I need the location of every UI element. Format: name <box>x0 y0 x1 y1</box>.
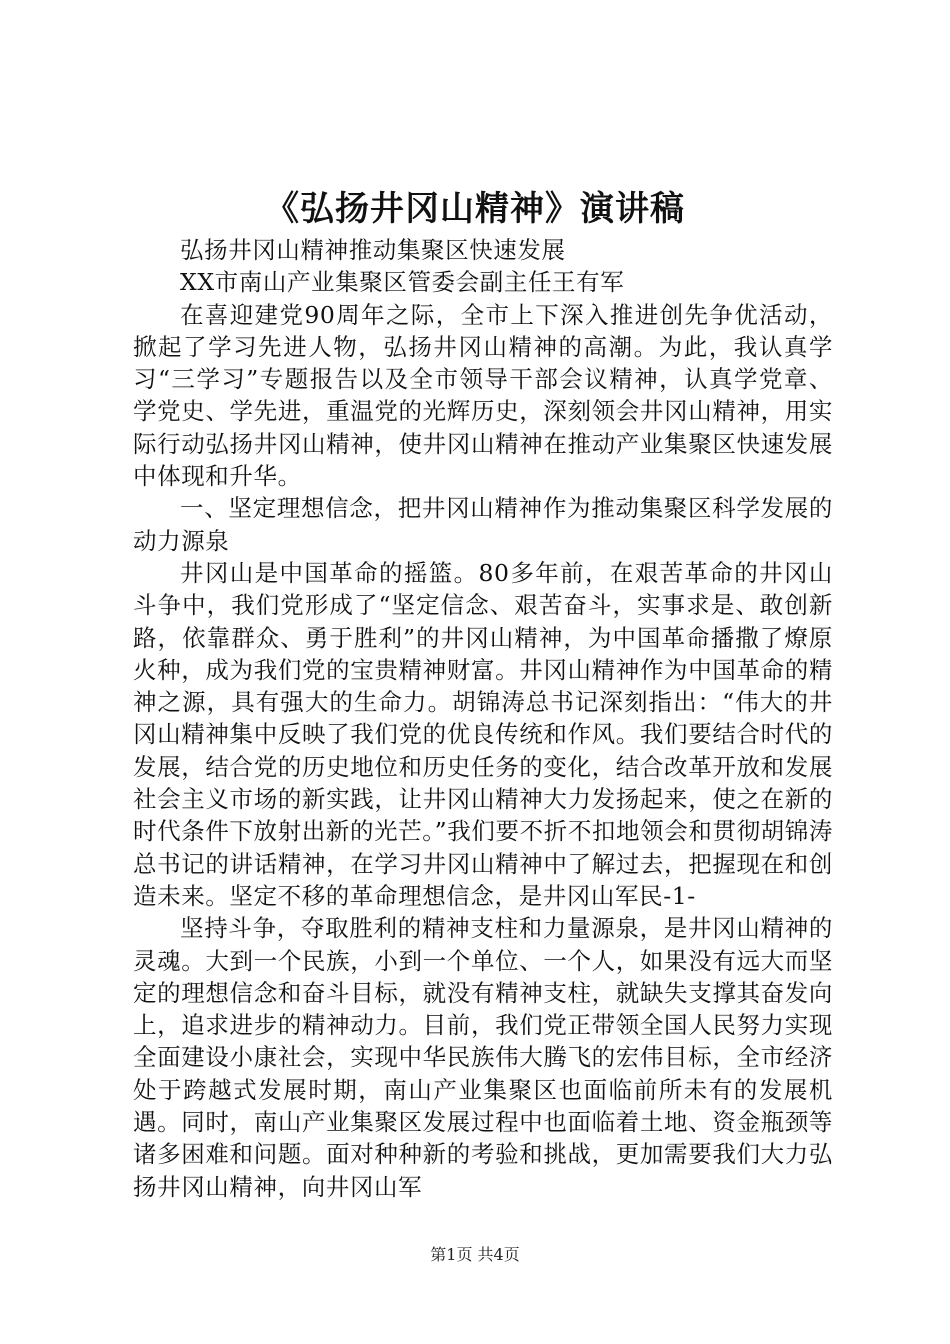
author-line: XX市南山产业集聚区管委会副主任王有军 <box>180 268 625 297</box>
section-heading: 一、坚定理想信念，把井冈山精神作为推动集聚区科学发展的动力源泉 <box>133 494 833 555</box>
body-paragraph: 在喜迎建党90周年之际，全市上下深入推进创先争优活动，掀起了学习先进人物，弘扬井冈山精神的高潮。为此，我认真学习“三学习”专题报告以及全市领导干部会议精神，认真学党章、学党史、学先进，重温党的光辉历史，深刻领会井冈山精神，用实际行动弘扬井冈山精神，使井冈山精神在推动产业集聚区快速发展中体现和升华。 <box>133 300 833 491</box>
body-paragraph: 井冈山是中国革命的摇篮。80多年前，在艰苦革命的井冈山斗争中，我们党形成了“坚定信念、艰苦奋斗，实事求是、敢创新路，依靠群众、勇于胜利”的井冈山精神，为中国革命播撒了燎原火种，成为我们党的宝贵精神财富。井冈山精神作为中国革命的精神之源，具有强大的生命力。胡锦涛总书记深刻指出：“伟大的井冈山精神集中反映了我们党的优良传统和作风。我们要结合时代的发展，结合党的历史地位和历史任务的变化，结合改革开放和发展社会主义市场的新实践，让井冈山精神大力发扬起来，使之在新的时代条件下放射出新的光芒。”我们要不折不扣地领会和贯彻胡锦涛总书记的讲话精神，在学习井冈山精神中了解过去，把握现在和创造未来。坚定不移的革命理想信念，是井冈山军民-1- <box>133 558 833 910</box>
document-title: 《弘扬井冈山精神》演讲稿 <box>265 189 685 229</box>
subtitle-paragraph: 弘扬井冈山精神推动集聚区快速发展 <box>180 236 566 264</box>
body-paragraph: 坚持斗争，夺取胜利的精神支柱和力量源泉，是井冈山精神的灵魂。大到一个民族，小到一个单位、一个人，如果没有远大而坚定的理想信念和奋斗目标，就没有精神支柱，就缺失支撑其奋发向上，追求进步的精神动力。目前，我们党正带领全国人民努力实现全面建设小康社会，实现中华民族伟大腾飞的宏伟目标，全市经济处于跨越式发展时期，南山产业集聚区也面临前所未有的发展机遇。同时，南山产业集聚区发展过程中也面临着土地、资金瓶颈等诸多困难和问题。面对种种新的考验和挑战，更加需要我们大力弘扬井冈山精神，向井冈山军 <box>133 914 833 1201</box>
page-footer: 第1页 共4页 <box>430 1245 520 1264</box>
document-body <box>133 234 833 1203</box>
